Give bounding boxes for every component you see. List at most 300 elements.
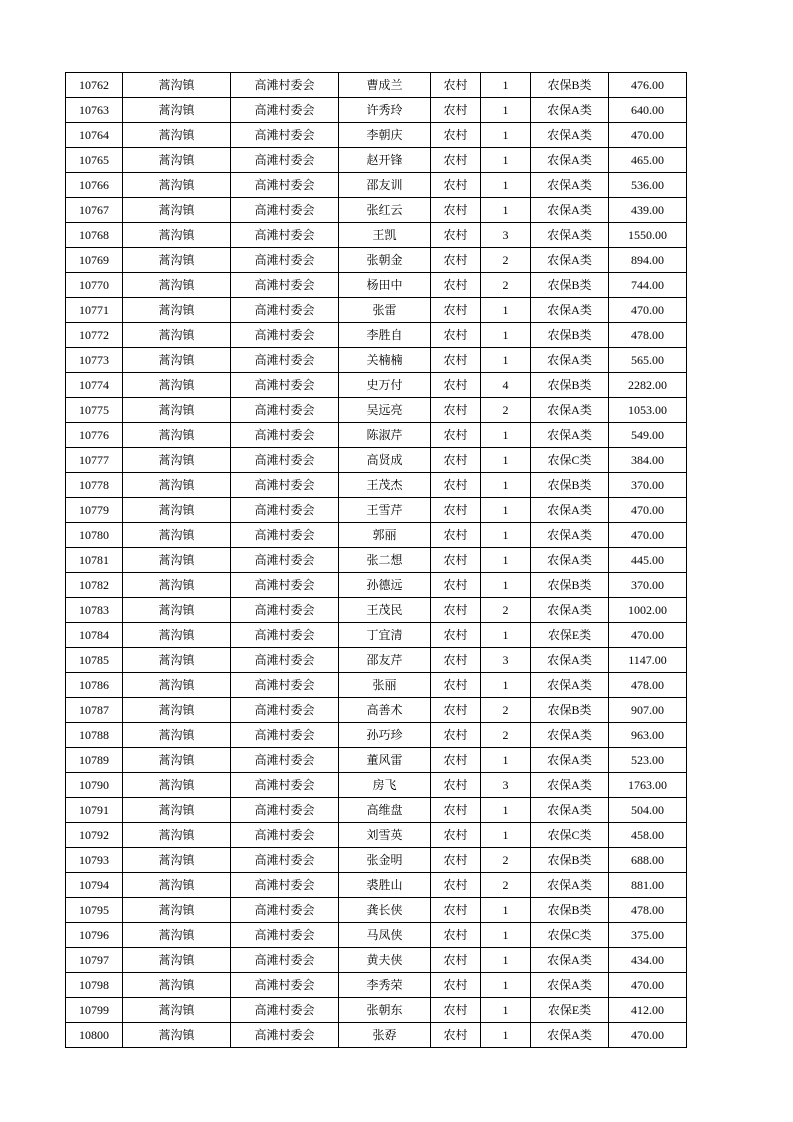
cell-count: 1 — [481, 173, 531, 198]
cell-name: 杨田中 — [339, 273, 431, 298]
cell-serial: 10799 — [66, 998, 123, 1023]
cell-residence: 农村 — [431, 173, 481, 198]
cell-village: 高滩村委会 — [231, 198, 339, 223]
cell-serial: 10766 — [66, 173, 123, 198]
cell-count: 1 — [481, 473, 531, 498]
cell-serial: 10781 — [66, 548, 123, 573]
cell-amount: 470.00 — [609, 523, 687, 548]
cell-residence: 农村 — [431, 248, 481, 273]
cell-amount: 1002.00 — [609, 598, 687, 623]
cell-serial: 10765 — [66, 148, 123, 173]
cell-name: 李秀荣 — [339, 973, 431, 998]
table-row — [66, 673, 687, 698]
table-row — [66, 723, 687, 748]
cell-village: 高滩村委会 — [231, 73, 339, 98]
cell-serial: 10775 — [66, 398, 123, 423]
cell-name: 丁宜清 — [339, 623, 431, 648]
cell-town: 蒿沟镇 — [123, 348, 231, 373]
cell-village: 高滩村委会 — [231, 598, 339, 623]
cell-name: 李胜自 — [339, 323, 431, 348]
cell-name: 裘胜山 — [339, 873, 431, 898]
cell-serial: 10790 — [66, 773, 123, 798]
table-row — [66, 148, 687, 173]
cell-residence: 农村 — [431, 798, 481, 823]
cell-insurance: 农保A类 — [531, 248, 609, 273]
cell-town: 蒿沟镇 — [123, 748, 231, 773]
cell-amount: 470.00 — [609, 123, 687, 148]
cell-town: 蒿沟镇 — [123, 573, 231, 598]
cell-name: 李朝庆 — [339, 123, 431, 148]
cell-residence: 农村 — [431, 323, 481, 348]
cell-count: 2 — [481, 598, 531, 623]
table-row — [66, 873, 687, 898]
cell-name: 高维盘 — [339, 798, 431, 823]
table-row — [66, 798, 687, 823]
cell-name: 曹成兰 — [339, 73, 431, 98]
cell-name: 张朝金 — [339, 248, 431, 273]
cell-amount: 445.00 — [609, 548, 687, 573]
table-row — [66, 898, 687, 923]
cell-name: 张红云 — [339, 198, 431, 223]
cell-residence: 农村 — [431, 598, 481, 623]
cell-town: 蒿沟镇 — [123, 648, 231, 673]
cell-name: 史万付 — [339, 373, 431, 398]
cell-serial: 10785 — [66, 648, 123, 673]
cell-residence: 农村 — [431, 373, 481, 398]
cell-town: 蒿沟镇 — [123, 298, 231, 323]
cell-count: 1 — [481, 823, 531, 848]
cell-village: 高滩村委会 — [231, 1023, 339, 1048]
cell-insurance: 农保A类 — [531, 798, 609, 823]
cell-insurance: 农保A类 — [531, 973, 609, 998]
cell-town: 蒿沟镇 — [123, 248, 231, 273]
cell-town: 蒿沟镇 — [123, 998, 231, 1023]
cell-amount: 478.00 — [609, 898, 687, 923]
cell-town: 蒿沟镇 — [123, 98, 231, 123]
cell-serial: 10776 — [66, 423, 123, 448]
cell-village: 高滩村委会 — [231, 448, 339, 473]
cell-serial: 10768 — [66, 223, 123, 248]
table-row — [66, 973, 687, 998]
cell-count: 1 — [481, 123, 531, 148]
cell-serial: 10787 — [66, 698, 123, 723]
benefit-roster-table — [65, 72, 687, 1048]
cell-name: 孙巧珍 — [339, 723, 431, 748]
cell-residence: 农村 — [431, 648, 481, 673]
cell-town: 蒿沟镇 — [123, 973, 231, 998]
cell-insurance: 农保A类 — [531, 198, 609, 223]
cell-residence: 农村 — [431, 973, 481, 998]
cell-residence: 农村 — [431, 148, 481, 173]
cell-village: 高滩村委会 — [231, 98, 339, 123]
cell-residence: 农村 — [431, 448, 481, 473]
cell-serial: 10800 — [66, 1023, 123, 1048]
cell-serial: 10767 — [66, 198, 123, 223]
table-row — [66, 698, 687, 723]
cell-amount: 375.00 — [609, 923, 687, 948]
cell-amount: 565.00 — [609, 348, 687, 373]
cell-name: 高贤成 — [339, 448, 431, 473]
cell-town: 蒿沟镇 — [123, 273, 231, 298]
cell-village: 高滩村委会 — [231, 698, 339, 723]
cell-residence: 农村 — [431, 948, 481, 973]
cell-serial: 10789 — [66, 748, 123, 773]
cell-amount: 1550.00 — [609, 223, 687, 248]
cell-residence: 农村 — [431, 623, 481, 648]
cell-town: 蒿沟镇 — [123, 698, 231, 723]
cell-insurance: 农保B类 — [531, 273, 609, 298]
cell-residence: 农村 — [431, 848, 481, 873]
cell-village: 高滩村委会 — [231, 273, 339, 298]
cell-count: 1 — [481, 348, 531, 373]
table-row — [66, 498, 687, 523]
table-row — [66, 548, 687, 573]
cell-count: 1 — [481, 298, 531, 323]
cell-name: 邵友芹 — [339, 648, 431, 673]
cell-village: 高滩村委会 — [231, 723, 339, 748]
cell-insurance: 农保E类 — [531, 623, 609, 648]
cell-count: 1 — [481, 573, 531, 598]
cell-village: 高滩村委会 — [231, 148, 339, 173]
cell-village: 高滩村委会 — [231, 623, 339, 648]
cell-amount: 470.00 — [609, 298, 687, 323]
cell-count: 1 — [481, 548, 531, 573]
cell-amount: 504.00 — [609, 798, 687, 823]
cell-insurance: 农保A类 — [531, 1023, 609, 1048]
cell-insurance: 农保B类 — [531, 573, 609, 598]
cell-count: 1 — [481, 673, 531, 698]
cell-insurance: 农保A类 — [531, 673, 609, 698]
cell-village: 高滩村委会 — [231, 998, 339, 1023]
cell-name: 房飞 — [339, 773, 431, 798]
cell-count: 1 — [481, 923, 531, 948]
cell-town: 蒿沟镇 — [123, 373, 231, 398]
cell-residence: 农村 — [431, 923, 481, 948]
cell-count: 1 — [481, 423, 531, 448]
cell-name: 王雪芹 — [339, 498, 431, 523]
cell-amount: 881.00 — [609, 873, 687, 898]
table-row — [66, 98, 687, 123]
cell-insurance: 农保C类 — [531, 823, 609, 848]
cell-amount: 907.00 — [609, 698, 687, 723]
table-row — [66, 473, 687, 498]
cell-serial: 10793 — [66, 848, 123, 873]
cell-serial: 10791 — [66, 798, 123, 823]
cell-serial: 10794 — [66, 873, 123, 898]
cell-residence: 农村 — [431, 198, 481, 223]
cell-village: 高滩村委会 — [231, 848, 339, 873]
cell-village: 高滩村委会 — [231, 873, 339, 898]
cell-town: 蒿沟镇 — [123, 923, 231, 948]
table-row — [66, 523, 687, 548]
cell-name: 马凤侠 — [339, 923, 431, 948]
cell-count: 1 — [481, 148, 531, 173]
cell-name: 赵开锋 — [339, 148, 431, 173]
cell-village: 高滩村委会 — [231, 398, 339, 423]
cell-village: 高滩村委会 — [231, 423, 339, 448]
table-row — [66, 948, 687, 973]
table-row — [66, 748, 687, 773]
cell-residence: 农村 — [431, 898, 481, 923]
cell-amount: 370.00 — [609, 573, 687, 598]
cell-village: 高滩村委会 — [231, 798, 339, 823]
cell-town: 蒿沟镇 — [123, 523, 231, 548]
cell-serial: 10774 — [66, 373, 123, 398]
cell-amount: 470.00 — [609, 1023, 687, 1048]
cell-count: 3 — [481, 223, 531, 248]
cell-village: 高滩村委会 — [231, 948, 339, 973]
cell-insurance: 农保A类 — [531, 773, 609, 798]
cell-name: 黄夫侠 — [339, 948, 431, 973]
cell-town: 蒿沟镇 — [123, 948, 231, 973]
cell-residence: 农村 — [431, 548, 481, 573]
cell-town: 蒿沟镇 — [123, 773, 231, 798]
cell-amount: 523.00 — [609, 748, 687, 773]
cell-amount: 384.00 — [609, 448, 687, 473]
cell-village: 高滩村委会 — [231, 773, 339, 798]
cell-amount: 536.00 — [609, 173, 687, 198]
cell-count: 2 — [481, 723, 531, 748]
cell-count: 4 — [481, 373, 531, 398]
table-row — [66, 1023, 687, 1048]
cell-name: 刘雪英 — [339, 823, 431, 848]
cell-name: 陈淑芹 — [339, 423, 431, 448]
cell-amount: 894.00 — [609, 248, 687, 273]
cell-name: 许秀玲 — [339, 98, 431, 123]
cell-name: 张孬 — [339, 1023, 431, 1048]
cell-serial: 10784 — [66, 623, 123, 648]
cell-count: 2 — [481, 273, 531, 298]
cell-name: 邵友训 — [339, 173, 431, 198]
cell-count: 1 — [481, 523, 531, 548]
cell-count: 1 — [481, 448, 531, 473]
table-row — [66, 648, 687, 673]
cell-serial: 10773 — [66, 348, 123, 373]
cell-insurance: 农保B类 — [531, 848, 609, 873]
cell-amount: 478.00 — [609, 323, 687, 348]
cell-village: 高滩村委会 — [231, 248, 339, 273]
cell-insurance: 农保B类 — [531, 73, 609, 98]
cell-name: 关楠楠 — [339, 348, 431, 373]
cell-town: 蒿沟镇 — [123, 1023, 231, 1048]
cell-name: 孙德远 — [339, 573, 431, 598]
cell-serial: 10797 — [66, 948, 123, 973]
cell-residence: 农村 — [431, 748, 481, 773]
cell-village: 高滩村委会 — [231, 673, 339, 698]
cell-count: 1 — [481, 198, 531, 223]
cell-count: 1 — [481, 498, 531, 523]
cell-name: 龚长侠 — [339, 898, 431, 923]
cell-count: 2 — [481, 848, 531, 873]
cell-amount: 458.00 — [609, 823, 687, 848]
cell-insurance: 农保A类 — [531, 748, 609, 773]
cell-insurance: 农保A类 — [531, 423, 609, 448]
cell-village: 高滩村委会 — [231, 748, 339, 773]
cell-name: 高善术 — [339, 698, 431, 723]
cell-residence: 农村 — [431, 823, 481, 848]
cell-name: 张丽 — [339, 673, 431, 698]
cell-town: 蒿沟镇 — [123, 73, 231, 98]
table-row — [66, 573, 687, 598]
cell-town: 蒿沟镇 — [123, 498, 231, 523]
cell-residence: 农村 — [431, 98, 481, 123]
cell-village: 高滩村委会 — [231, 573, 339, 598]
cell-name: 张金明 — [339, 848, 431, 873]
cell-residence: 农村 — [431, 123, 481, 148]
cell-serial: 10792 — [66, 823, 123, 848]
cell-name: 王茂杰 — [339, 473, 431, 498]
cell-name: 王茂民 — [339, 598, 431, 623]
cell-residence: 农村 — [431, 673, 481, 698]
cell-village: 高滩村委会 — [231, 223, 339, 248]
cell-serial: 10771 — [66, 298, 123, 323]
cell-village: 高滩村委会 — [231, 498, 339, 523]
cell-serial: 10770 — [66, 273, 123, 298]
cell-residence: 农村 — [431, 523, 481, 548]
cell-count: 1 — [481, 73, 531, 98]
cell-name: 张雷 — [339, 298, 431, 323]
cell-insurance: 农保B类 — [531, 898, 609, 923]
cell-name: 董风雷 — [339, 748, 431, 773]
cell-amount: 549.00 — [609, 423, 687, 448]
cell-amount: 470.00 — [609, 973, 687, 998]
cell-insurance: 农保C类 — [531, 923, 609, 948]
cell-count: 2 — [481, 398, 531, 423]
cell-insurance: 农保C类 — [531, 448, 609, 473]
cell-residence: 农村 — [431, 698, 481, 723]
cell-town: 蒿沟镇 — [123, 898, 231, 923]
cell-count: 1 — [481, 998, 531, 1023]
cell-count: 2 — [481, 248, 531, 273]
cell-serial: 10780 — [66, 523, 123, 548]
cell-insurance: 农保A类 — [531, 298, 609, 323]
cell-village: 高滩村委会 — [231, 373, 339, 398]
cell-serial: 10795 — [66, 898, 123, 923]
cell-insurance: 农保A类 — [531, 123, 609, 148]
cell-serial: 10764 — [66, 123, 123, 148]
cell-amount: 478.00 — [609, 673, 687, 698]
cell-insurance: 农保A类 — [531, 723, 609, 748]
cell-serial: 10782 — [66, 573, 123, 598]
cell-amount: 439.00 — [609, 198, 687, 223]
cell-town: 蒿沟镇 — [123, 873, 231, 898]
cell-residence: 农村 — [431, 873, 481, 898]
cell-insurance: 农保E类 — [531, 998, 609, 1023]
cell-residence: 农村 — [431, 498, 481, 523]
cell-serial: 10788 — [66, 723, 123, 748]
cell-amount: 476.00 — [609, 73, 687, 98]
cell-village: 高滩村委会 — [231, 523, 339, 548]
cell-village: 高滩村委会 — [231, 173, 339, 198]
cell-amount: 370.00 — [609, 473, 687, 498]
cell-insurance: 农保A类 — [531, 98, 609, 123]
table-row — [66, 248, 687, 273]
cell-count: 1 — [481, 973, 531, 998]
cell-amount: 434.00 — [609, 948, 687, 973]
cell-count: 1 — [481, 98, 531, 123]
cell-count: 1 — [481, 323, 531, 348]
table-row — [66, 923, 687, 948]
cell-serial: 10796 — [66, 923, 123, 948]
table-row — [66, 298, 687, 323]
table-row — [66, 373, 687, 398]
table-row — [66, 73, 687, 98]
cell-serial: 10786 — [66, 673, 123, 698]
cell-residence: 农村 — [431, 473, 481, 498]
table-row — [66, 348, 687, 373]
cell-town: 蒿沟镇 — [123, 598, 231, 623]
cell-town: 蒿沟镇 — [123, 148, 231, 173]
table-row — [66, 823, 687, 848]
cell-insurance: 农保A类 — [531, 548, 609, 573]
cell-village: 高滩村委会 — [231, 898, 339, 923]
cell-serial: 10762 — [66, 73, 123, 98]
cell-insurance: 农保B类 — [531, 323, 609, 348]
cell-town: 蒿沟镇 — [123, 448, 231, 473]
cell-residence: 农村 — [431, 1023, 481, 1048]
cell-town: 蒿沟镇 — [123, 173, 231, 198]
table-row — [66, 423, 687, 448]
cell-amount: 640.00 — [609, 98, 687, 123]
cell-town: 蒿沟镇 — [123, 473, 231, 498]
cell-village: 高滩村委会 — [231, 973, 339, 998]
cell-serial: 10798 — [66, 973, 123, 998]
cell-serial: 10772 — [66, 323, 123, 348]
cell-count: 3 — [481, 648, 531, 673]
cell-serial: 10763 — [66, 98, 123, 123]
cell-count: 2 — [481, 698, 531, 723]
table-body — [66, 73, 687, 1048]
cell-amount: 465.00 — [609, 148, 687, 173]
cell-amount: 688.00 — [609, 848, 687, 873]
table-row — [66, 623, 687, 648]
cell-name: 王凯 — [339, 223, 431, 248]
cell-residence: 农村 — [431, 73, 481, 98]
cell-village: 高滩村委会 — [231, 323, 339, 348]
cell-count: 1 — [481, 748, 531, 773]
cell-residence: 农村 — [431, 298, 481, 323]
cell-amount: 470.00 — [609, 623, 687, 648]
cell-village: 高滩村委会 — [231, 648, 339, 673]
cell-residence: 农村 — [431, 573, 481, 598]
table-row — [66, 598, 687, 623]
table-row — [66, 998, 687, 1023]
table-row — [66, 448, 687, 473]
cell-town: 蒿沟镇 — [123, 673, 231, 698]
cell-insurance: 农保A类 — [531, 348, 609, 373]
cell-serial: 10778 — [66, 473, 123, 498]
cell-residence: 农村 — [431, 998, 481, 1023]
table-row — [66, 323, 687, 348]
cell-serial: 10779 — [66, 498, 123, 523]
cell-amount: 963.00 — [609, 723, 687, 748]
table-row — [66, 123, 687, 148]
cell-insurance: 农保B类 — [531, 698, 609, 723]
cell-village: 高滩村委会 — [231, 823, 339, 848]
cell-village: 高滩村委会 — [231, 923, 339, 948]
cell-insurance: 农保A类 — [531, 223, 609, 248]
cell-town: 蒿沟镇 — [123, 123, 231, 148]
cell-town: 蒿沟镇 — [123, 198, 231, 223]
table-row — [66, 773, 687, 798]
cell-village: 高滩村委会 — [231, 123, 339, 148]
table-row — [66, 273, 687, 298]
cell-count: 1 — [481, 1023, 531, 1048]
cell-insurance: 农保A类 — [531, 498, 609, 523]
cell-amount: 2282.00 — [609, 373, 687, 398]
cell-amount: 1147.00 — [609, 648, 687, 673]
cell-insurance: 农保A类 — [531, 148, 609, 173]
